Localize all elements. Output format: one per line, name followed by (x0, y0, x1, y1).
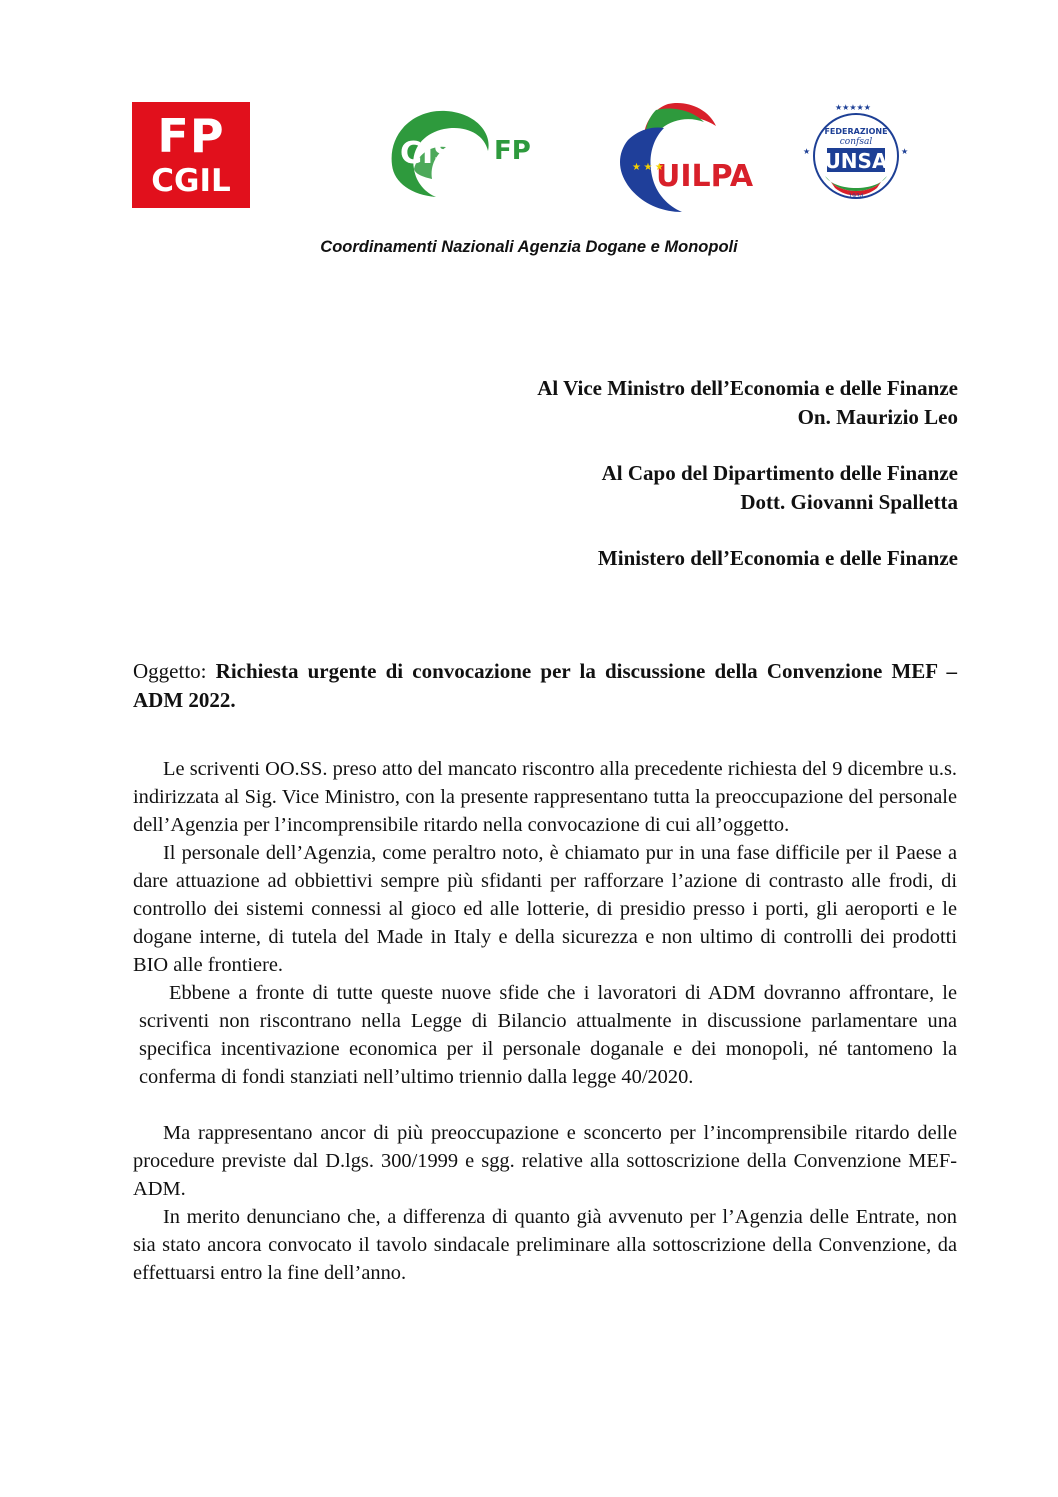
body-paragraph-2: Il personale dell’Agenzia, come peraltro noto, è chiamato pur in una fase difficile per il Paese a dare attuazione ad obbiettivi sempre più sfidanti per rafforzare l’azione di contrasto alle frodi, di controllo dei sistemi connessi al gioco ed alle lotterie, di presidio presso i porti, gli aeroporti e le dogane interne, di tutela del Made in Italy e della sicurezza e non ultimo di controlli dei prodotti BIO alle frontiere. (133, 842, 957, 976)
cisl-logo-text: CISL (400, 136, 474, 171)
letter-body (133, 755, 957, 1287)
recipient-1-line-2: On. Maurizio Leo (797, 405, 958, 429)
recipient-1-line-1: Al Vice Ministro dell’Economia e delle Finanze (537, 376, 958, 400)
recipient-2-line-2: Dott. Giovanni Spalletta (740, 490, 958, 514)
recipients-block (537, 374, 958, 573)
unsa-top-text: FEDERAZIONE (824, 127, 888, 136)
cisl-fp-logo (384, 103, 544, 203)
unsa-logo (795, 98, 917, 210)
fp-cgil-logo-line1: FP (157, 109, 225, 163)
uilpa-logo-text: UILPA (656, 159, 754, 194)
subject-label: Oggetto: (133, 659, 216, 683)
svg-text:★ ★ ★: ★ ★ ★ (632, 162, 664, 173)
svg-text:★: ★ (803, 147, 811, 156)
recipient-2-line-1: Al Capo del Dipartimento delle Finanze (601, 461, 958, 485)
recipient-3-line-1: Ministero dell’Economia e delle Finanze (597, 546, 958, 570)
document-subtitle: Coordinamenti Nazionali Agenzia Dogane e Monopoli (320, 238, 738, 256)
subject-line (133, 657, 957, 715)
subject-text: Richiesta urgente di convocazione per la discussione della Convenzione MEF – ADM 2022. (133, 659, 958, 712)
uilpa-logo (612, 100, 760, 218)
svg-text:★: ★ (901, 147, 909, 156)
unsa-year-text: 1934 (848, 193, 864, 200)
body-paragraph-5: In merito denunciano che, a differenza di quanto già avvenuto per l’Agenzia delle Entrate, non sia stato ancora convocato il tavolo sindacale preliminare alla sottoscrizione della Convenzione, da effettuarsi entro la fine dell’anno. (133, 1206, 957, 1284)
fp-cgil-logo (132, 102, 250, 208)
body-paragraph-3: Ebbene a fronte di tutte queste nuove sfide che i lavoratori di ADM dovranno affrontare, le scriventi non riscontrano nella Legge di Bilancio attualmente in discussione parlamentare una specifica incentivazione economica per il personale doganale e dei monopoli, né tantomeno la conferma di fondi stanziati nell’ultimo triennio dalla legge 40/2020. (139, 982, 957, 1088)
unsa-mid-text: confsal (839, 137, 873, 147)
body-paragraph-4: Ma rappresentano ancor di più preoccupazione e sconcerto per l’incomprensibile ritardo delle procedure previste dal D.lgs. 300/1999 e sgg. relative alla sottoscrizione della Convenzione MEF-ADM. (133, 1122, 957, 1200)
unsa-main-text: UNSA (824, 149, 888, 173)
fp-cgil-logo-line2: CGIL (151, 163, 231, 199)
body-paragraph-1: Le scriventi OO.SS. preso atto del mancato riscontro alla precedente richiesta del 9 dicembre u.s. indirizzata al Sig. Vice Ministro, con la presente rappresentano tutta la preoccupazione del personale dell’Agenzia per l’incomprensibile ritardo nella convocazione di cui all’oggetto. (133, 758, 957, 836)
logo-bar (0, 0, 1058, 230)
svg-text:★★★★★: ★★★★★ (835, 103, 871, 112)
fp-logo-text: FP (494, 136, 531, 166)
